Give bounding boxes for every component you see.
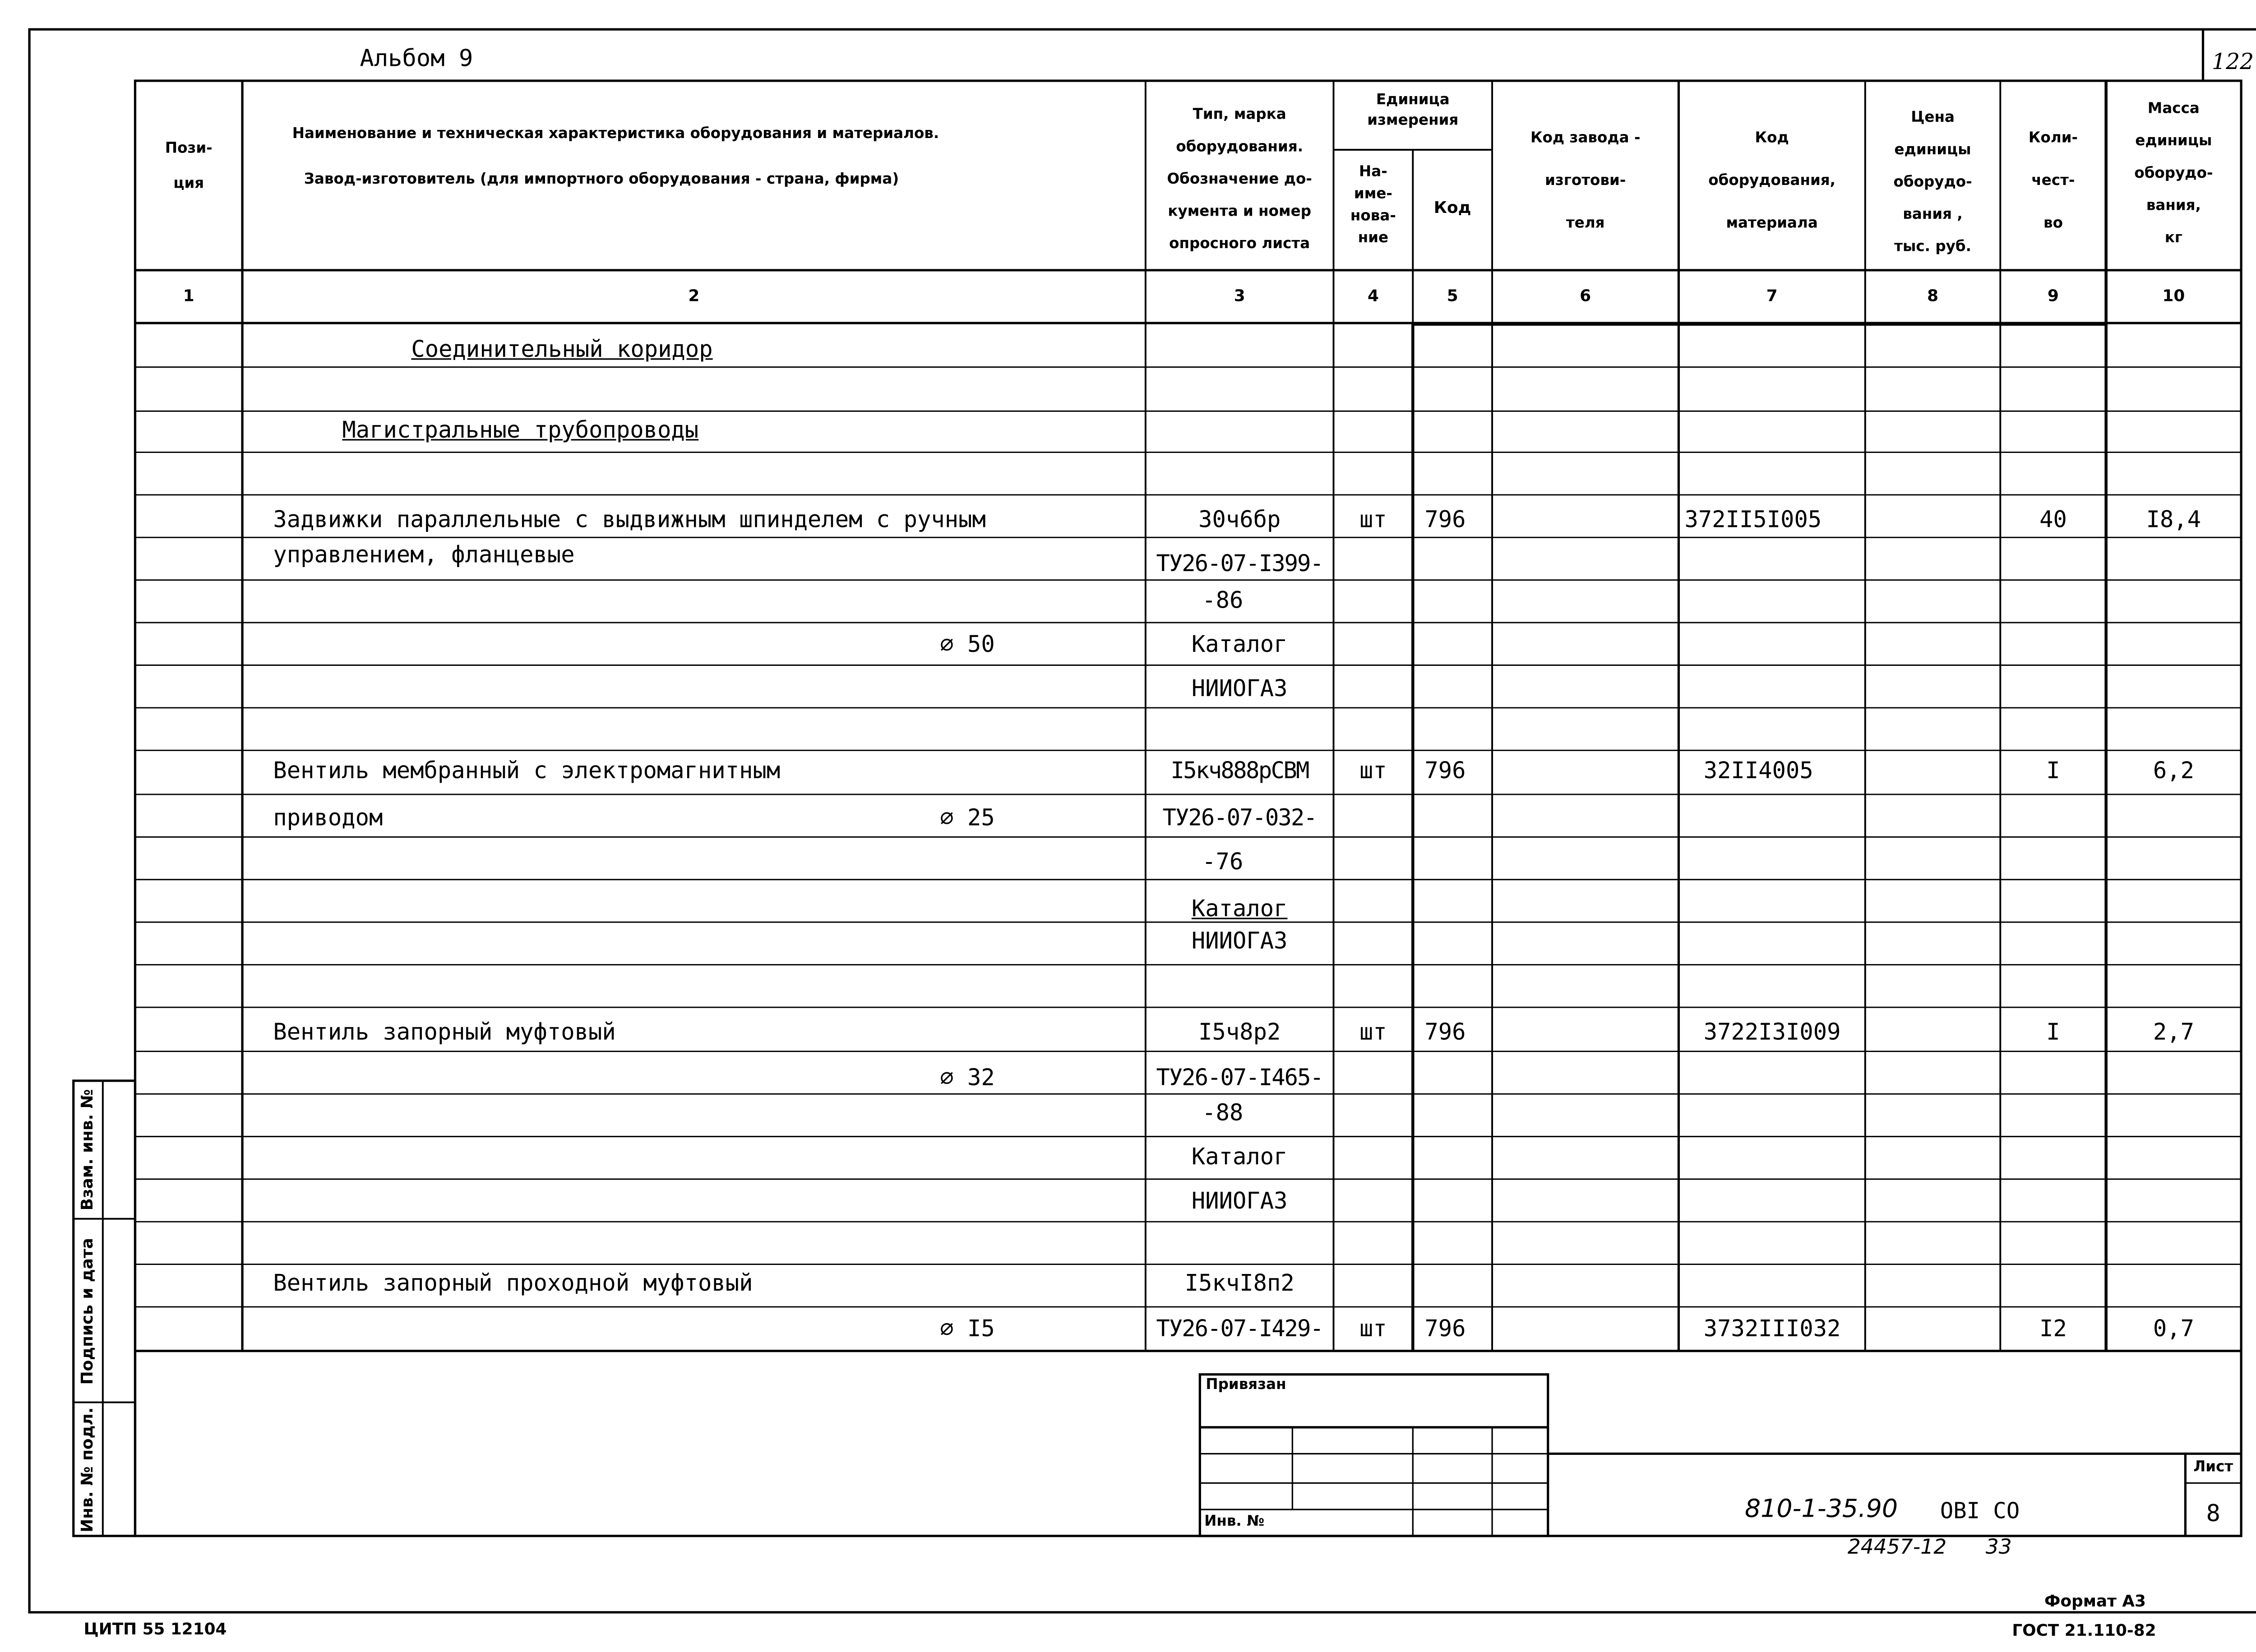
item-equipment-code: 3722I3I009 (1703, 1019, 1841, 1046)
item-unit-code: 796 (1424, 757, 1466, 784)
header-unit-group: Единица измерения (1367, 92, 1459, 129)
handwritten-number: 24457-12 (1847, 1536, 1947, 1560)
item-type: I5кч888рСВМ (1170, 757, 1308, 784)
item-unit-code: 796 (1424, 506, 1466, 533)
item-unit: шт (1359, 1315, 1387, 1343)
item-quantity: I2 (2039, 1315, 2067, 1343)
stamp-inv-label: Инв. № (1204, 1514, 1265, 1530)
item-quantity: 40 (2039, 506, 2067, 533)
col-number: 1 (183, 286, 194, 306)
section-heading: Соединительный коридор (411, 336, 713, 363)
col-number: 9 (2048, 286, 2059, 306)
item-unit: шт (1359, 1019, 1387, 1046)
item-type: I5кчI8п2 (1184, 1270, 1294, 1297)
item-type: НИИОГАЗ (1191, 1188, 1288, 1214)
item-type: НИИОГАЗ (1191, 675, 1288, 702)
header-quantity: Коли- чест- во (2028, 130, 2078, 232)
item-equipment-code: 32II4005 (1703, 757, 1813, 784)
header-factory-code: Код завода - изготови- теля (1530, 130, 1641, 232)
sheet-number: 8 (2206, 1499, 2220, 1527)
col-number: 10 (2162, 286, 2185, 306)
item-type: ТУ26-07-I429- (1156, 1315, 1323, 1343)
album-label: Альбом 9 (360, 44, 473, 72)
item-equipment-code: 3732III032 (1703, 1315, 1841, 1343)
header-unit-name: На- име- нова- ние (1350, 164, 1396, 247)
item-unit-code: 796 (1424, 1315, 1466, 1343)
header-price: Цена единицы оборудо- вания , тыс. руб. (1893, 110, 1972, 256)
document-suffix: OBI CO (1940, 1498, 2020, 1524)
item-diameter: ∅ 25 (940, 804, 995, 831)
header-position: Пози- ция (165, 141, 213, 193)
item-type: ТУ26-07-I399- (1156, 550, 1323, 577)
item-name: Вентиль запорный проходной муфтовый (273, 1270, 753, 1297)
stamp-bound-label: Привязан (1206, 1377, 1286, 1394)
item-type: НИИОГАЗ (1191, 928, 1288, 955)
item-type: ТУ26-07-032- (1162, 804, 1317, 831)
item-name: Вентиль запорный муфтовый (273, 1019, 616, 1046)
item-quantity: I (2046, 1019, 2060, 1046)
handwritten-number-2: 33 (1985, 1536, 2012, 1560)
item-equipment-code: 372II5I005 (1684, 506, 1822, 533)
col-number: 5 (1447, 286, 1458, 306)
item-type: 30ч6бр (1198, 506, 1281, 533)
item-type: I5ч8р2 (1198, 1019, 1281, 1046)
item-name: управлением, фланцевые (273, 542, 575, 568)
header-unit-code: Код (1433, 198, 1471, 217)
col-number: 2 (688, 286, 700, 306)
item-type: -86 (1202, 587, 1244, 614)
item-name: Задвижки параллельные с выдвижным шпинделем с ручным (273, 506, 986, 533)
item-type: -76 (1202, 849, 1244, 875)
item-type: Каталог (1191, 1144, 1288, 1171)
header-equipment-code: Код оборудования, материала (1708, 130, 1836, 232)
item-unit-code: 796 (1424, 1019, 1466, 1046)
item-mass: 6,2 (2153, 757, 2194, 784)
item-type: ТУ26-07-I465- (1156, 1064, 1323, 1091)
item-mass: 2,7 (2153, 1019, 2194, 1046)
col-number: 3 (1234, 286, 1245, 306)
item-name: Вентиль мембранный с электромагнитным (273, 757, 781, 784)
item-type: -88 (1202, 1099, 1244, 1126)
item-unit: шт (1359, 506, 1387, 533)
side-label-signature-date: Подпись и дата (78, 1238, 97, 1385)
col-number: 6 (1580, 286, 1591, 306)
item-diameter: ∅ 50 (940, 631, 995, 658)
header-name: Наименование и техническая характеристика оборудования и материалов. Завод-изготовитель (для импортного оборудования - страна, фирма) (292, 126, 939, 188)
side-label-original-inv: Инв. № подл. (78, 1407, 97, 1532)
side-label-replaced-inv: Взам. инв. № (78, 1089, 97, 1211)
document-code: 810-1-35.90 (1744, 1495, 1898, 1524)
footer-format: Формат А3 (2044, 1592, 2146, 1611)
item-type: Каталог (1191, 895, 1288, 923)
item-diameter: ∅ I5 (940, 1315, 995, 1343)
header-mass: Масса единицы оборудо- вания, кг (2134, 101, 2213, 247)
item-unit: шт (1359, 757, 1387, 784)
col-number: 4 (1367, 286, 1379, 306)
col-number: 7 (1766, 286, 1778, 306)
header-type: Тип, марка оборудования. Обозначение до- кумента и номер опросного листа (1167, 107, 1312, 253)
item-mass: I8,4 (2146, 506, 2201, 533)
item-mass: 0,7 (2153, 1315, 2194, 1343)
col-number: 8 (1927, 286, 1939, 306)
page-number-top: 122 (2212, 48, 2254, 75)
sheet-label: Лист (2193, 1459, 2233, 1476)
item-name: приводом (273, 804, 383, 831)
item-diameter: ∅ 32 (940, 1064, 995, 1091)
footer-left: ЦИТП 55 12104 (83, 1620, 227, 1639)
item-type: Каталог (1191, 631, 1288, 658)
section-heading: Магистральные трубопроводы (342, 417, 699, 444)
item-quantity: I (2046, 757, 2060, 784)
footer-gost: ГОСТ 21.110-82 (2012, 1621, 2156, 1640)
